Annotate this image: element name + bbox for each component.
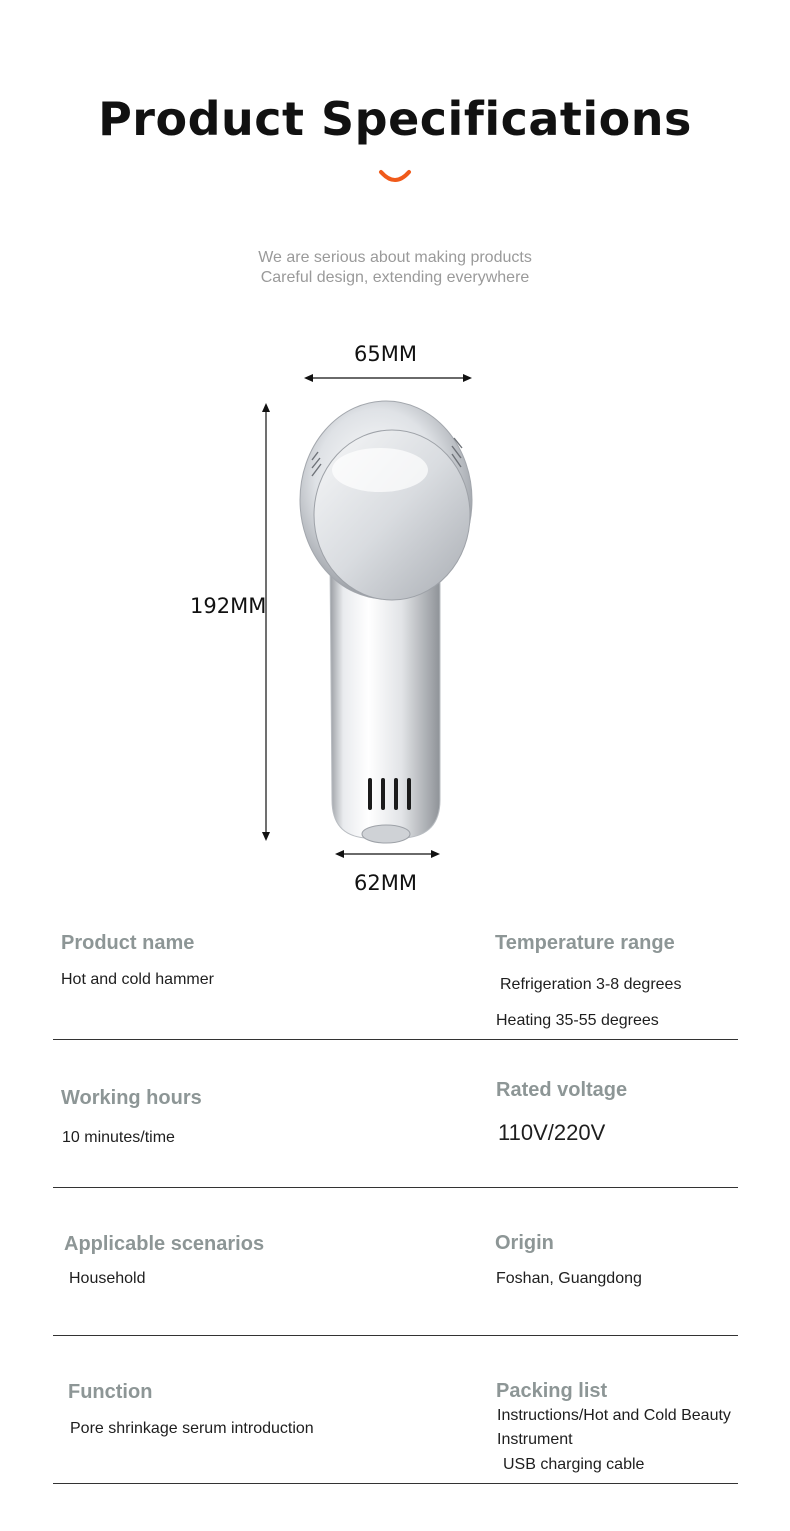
temperature-hot-value: Heating 35-55 degrees [496,1012,659,1029]
origin-value: Foshan, Guangdong [496,1270,642,1287]
divider-4 [53,1483,738,1484]
function-value: Pore shrinkage serum introduction [70,1420,314,1437]
top-width-arrow [304,374,472,382]
bottom-width-arrow [335,850,440,858]
bottom-width-label: 62MM [354,871,417,895]
product-name-label: Product name [61,932,195,954]
tagline-line-2: Careful design, extending everywhere [260,269,530,286]
temperature-cold-value: Refrigeration 3-8 degrees [500,976,682,993]
rated-voltage-value: 110V/220V [498,1120,606,1145]
rated-voltage-label: Rated voltage [496,1079,628,1101]
height-arrow [262,403,270,841]
packing-list-item-3: USB charging cable [503,1456,645,1473]
divider-1 [53,1039,738,1040]
working-hours-value: 10 minutes/time [62,1129,175,1146]
divider-2 [53,1187,738,1188]
packing-list-item-1: Instructions/Hot and Cold Beauty [497,1407,731,1424]
tagline-line-1: We are serious about making products [258,249,532,266]
temperature-range-label: Temperature range [495,932,675,954]
height-label: 192MM [190,594,267,618]
working-hours-label: Working hours [61,1087,202,1109]
packing-list-label: Packing list [496,1380,608,1402]
page-title: Product Specifications [98,92,692,146]
packing-list-item-2: Instrument [497,1431,573,1448]
applicable-scenarios-label: Applicable scenarios [64,1233,265,1255]
accent-smile-icon [375,164,415,188]
divider-3 [53,1335,738,1336]
top-width-label: 65MM [354,342,417,366]
function-label: Function [68,1381,153,1403]
applicable-scenarios-value: Household [69,1270,146,1287]
product-name-value: Hot and cold hammer [61,971,214,988]
origin-label: Origin [495,1232,554,1254]
